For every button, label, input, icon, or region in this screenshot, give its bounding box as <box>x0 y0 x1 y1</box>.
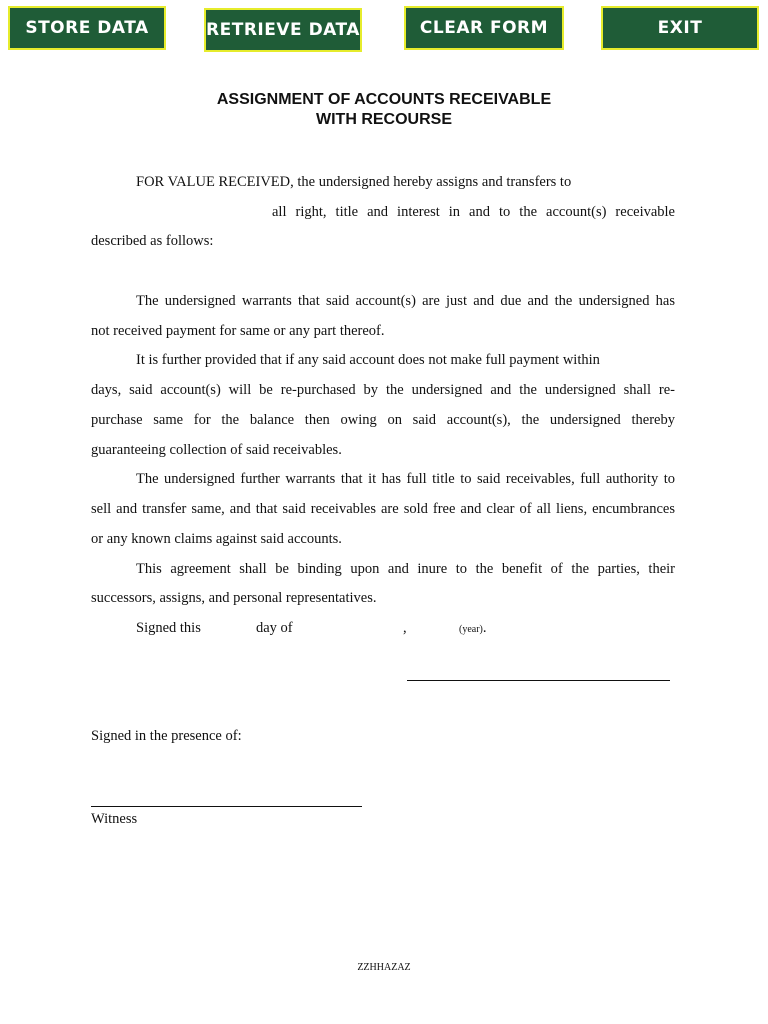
witness-signature-line <box>91 806 362 807</box>
document-subtitle: WITH RECOURSE <box>316 111 452 128</box>
paragraph-line: not received payment for same or any part thereof. <box>91 323 385 339</box>
footer-code: ZZHHAZAZ <box>357 962 411 973</box>
year-hint: (year) <box>459 624 483 635</box>
store-data-button[interactable]: STORE DATA <box>8 6 166 50</box>
paragraph-line: sell and transfer same, and that said receivables are sold free and clear of all liens, encumbrances <box>91 501 675 517</box>
paragraph-line: guaranteeing collection of said receivables. <box>91 442 342 458</box>
witness-label: Witness <box>91 811 138 827</box>
signature-line <box>407 680 670 681</box>
paragraph-line: purchase same for the balance then owing on said account(s), the undersigned thereby <box>91 412 675 428</box>
presence-label: Signed in the presence of: <box>91 728 242 744</box>
form-toolbar <box>0 0 768 60</box>
paragraph-line: FOR VALUE RECEIVED, the undersigned hereby assigns and transfers to <box>136 174 572 190</box>
paragraph-line: or any known claims against said accounts. <box>91 531 342 547</box>
day-of-label: day of <box>256 620 293 636</box>
signed-this-label: Signed this <box>136 620 201 636</box>
paragraph-line: It is further provided that if any said account does not make full payment within <box>136 352 600 368</box>
paragraph-line: The undersigned further warrants that it has full title to said receivables, full authority to <box>136 471 675 487</box>
paragraph-line: all right, title and interest in and to the account(s) receivable <box>272 204 675 220</box>
paragraph-line: The undersigned warrants that said account(s) are just and due and the undersigned has <box>136 293 675 309</box>
year-field <box>459 619 487 639</box>
paragraph-line: days, said account(s) will be re-purchased by the undersigned and the undersigned shall re- <box>91 382 675 398</box>
retrieve-data-button[interactable]: RETRIEVE DATA <box>204 8 362 52</box>
clear-form-button[interactable]: CLEAR FORM <box>404 6 564 50</box>
document-title: ASSIGNMENT OF ACCOUNTS RECEIVABLE <box>216 91 552 108</box>
paragraph-line: This agreement shall be binding upon and inure to the benefit of the parties, their <box>136 561 675 577</box>
date-period: . <box>482 620 487 636</box>
paragraph-line: described as follows: <box>91 233 214 249</box>
paragraph-line: successors, assigns, and personal representatives. <box>91 590 377 606</box>
exit-button[interactable]: EXIT <box>601 6 759 50</box>
date-comma: , <box>403 620 407 636</box>
